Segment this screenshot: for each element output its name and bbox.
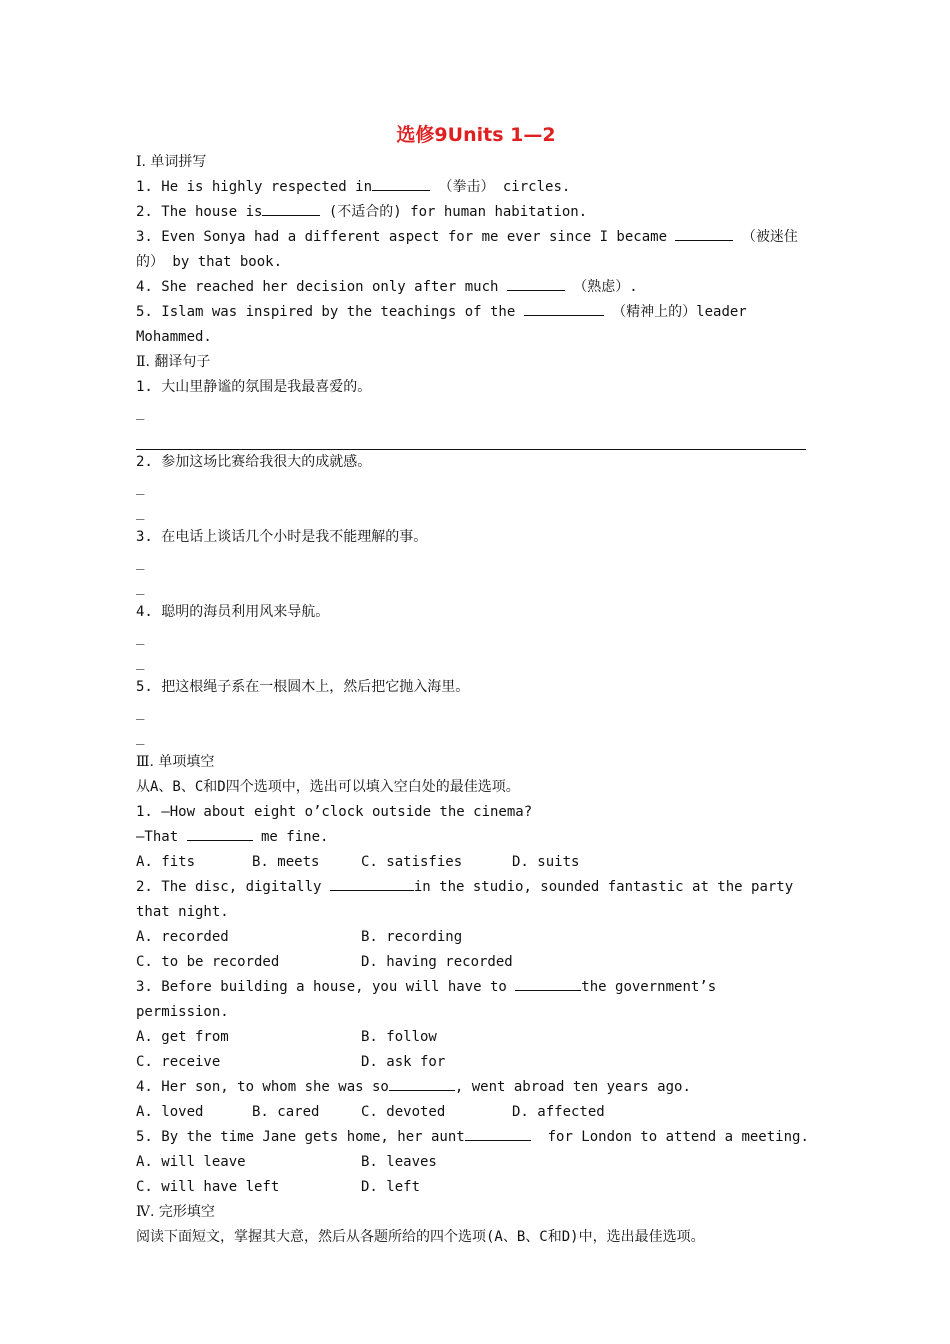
section-heading-multiple-choice: Ⅲ. 单项填空 <box>136 754 215 770</box>
option-c[interactable]: C. receive <box>136 1054 221 1070</box>
worksheet <box>136 120 816 1250</box>
mc-q2: 2. The disc, digitally in the studio, sounded fantastic at the party <box>136 875 816 900</box>
answer-line[interactable]: _ <box>136 654 145 670</box>
option-a[interactable]: A. will leave <box>136 1154 246 1170</box>
option-d[interactable]: D. left <box>361 1179 421 1195</box>
section-heading-cloze: Ⅳ. 完形填空 <box>136 1204 215 1220</box>
option-c[interactable]: C. devoted <box>361 1104 446 1120</box>
translation-q5: 5. 把这根绳子系在一根圆木上，然后把它抛入海里。 <box>136 679 470 695</box>
page-title: 选修9Units 1—2 <box>396 124 556 146</box>
translation-q4: 4. 聪明的海员利用风来导航。 <box>136 604 330 620</box>
option-c[interactable]: C. satisfies <box>361 854 463 870</box>
option-c[interactable]: C. will have left <box>136 1179 280 1195</box>
mc-q1-prompt: 1. —How about eight o’clock outside the cinema? <box>136 804 533 820</box>
mc-q1-response: —That me fine. <box>136 825 816 850</box>
option-a[interactable]: A. fits <box>136 854 196 870</box>
answer-blank[interactable] <box>372 176 430 191</box>
section-heading-translation: Ⅱ. 翻译句子 <box>136 354 211 370</box>
cloze-instructions: 阅读下面短文，掌握其大意，然后从各题所给的四个选项(A、B、C和D)中，选出最佳选项。 <box>136 1229 705 1245</box>
mc-q2-cont: that night. <box>136 904 229 920</box>
answer-blank[interactable] <box>187 826 253 841</box>
mc-q5-options-row2 <box>136 1175 816 1200</box>
answer-line[interactable]: _ <box>136 729 145 745</box>
answer-line[interactable]: _ <box>136 704 145 720</box>
answer-blank[interactable] <box>389 1076 455 1091</box>
mc-q2-options-row1 <box>136 925 816 950</box>
multiple-choice-instructions: 从A、B、C和D四个选项中，选出可以填入空白处的最佳选项。 <box>136 779 520 795</box>
spelling-q5: 5. Islam was inspired by the teachings of the （精神上的）leader <box>136 300 816 325</box>
mc-q5-options-row1 <box>136 1150 816 1175</box>
option-c[interactable]: C. to be recorded <box>136 954 280 970</box>
answer-rule[interactable] <box>136 425 806 450</box>
option-b[interactable]: B. recording <box>361 929 463 945</box>
option-d[interactable]: D. having recorded <box>361 954 513 970</box>
answer-blank[interactable] <box>524 301 604 316</box>
mc-q3-options-row2 <box>136 1050 816 1075</box>
option-a[interactable]: A. recorded <box>136 929 229 945</box>
option-d[interactable]: D. suits <box>512 854 580 870</box>
mc-q3: 3. Before building a house, you will have to the government’s permission. <box>136 975 816 1025</box>
answer-blank[interactable] <box>515 976 581 991</box>
answer-blank[interactable] <box>675 226 733 241</box>
spelling-q3: 3. Even Sonya had a different aspect for me ever since I became （被迷住 <box>136 225 816 250</box>
answer-line[interactable]: _ <box>136 404 145 420</box>
mc-q4-options <box>136 1100 816 1125</box>
option-a[interactable]: A. loved <box>136 1104 204 1120</box>
option-b[interactable]: B. leaves <box>361 1154 437 1170</box>
mc-q4: 4. Her son, to whom she was so , went abroad ten years ago. <box>136 1075 816 1100</box>
mc-q3-options-row1 <box>136 1025 816 1050</box>
spelling-q2: 2. The house is (不适合的) for human habitation. <box>136 200 816 225</box>
answer-line[interactable]: _ <box>136 554 145 570</box>
option-b[interactable]: B. meets <box>252 854 320 870</box>
answer-line[interactable]: _ <box>136 479 145 495</box>
translation-q1: 1. 大山里静谧的氛围是我最喜爱的。 <box>136 379 372 395</box>
spelling-q4: 4. She reached her decision only after much （熟虑）. <box>136 275 816 300</box>
spelling-q5-cont: Mohammed. <box>136 329 212 345</box>
option-b[interactable]: B. cared <box>252 1104 320 1120</box>
option-a[interactable]: A. get from <box>136 1029 229 1045</box>
answer-blank[interactable] <box>262 201 320 216</box>
translation-q2: 2. 参加这场比赛给我很大的成就感。 <box>136 454 372 470</box>
answer-blank[interactable] <box>507 276 565 291</box>
section-heading-spelling: Ⅰ. 单词拼写 <box>136 154 207 170</box>
answer-line[interactable]: _ <box>136 579 145 595</box>
option-d[interactable]: D. ask for <box>361 1054 446 1070</box>
mc-q1-options <box>136 850 816 875</box>
option-b[interactable]: B. follow <box>361 1029 437 1045</box>
answer-line[interactable]: _ <box>136 629 145 645</box>
answer-line[interactable]: _ <box>136 504 145 520</box>
answer-blank[interactable] <box>330 876 414 891</box>
mc-q5: 5. By the time Jane gets home, her aunt for London to attend a meeting. <box>136 1125 816 1150</box>
answer-blank[interactable] <box>465 1126 531 1141</box>
translation-q3: 3. 在电话上谈话几个小时是我不能理解的事。 <box>136 529 428 545</box>
option-d[interactable]: D. affected <box>512 1104 605 1120</box>
spelling-q3-cont: 的） by that book. <box>136 254 283 270</box>
spelling-q1: 1. He is highly respected in （拳击） circles. <box>136 175 816 200</box>
mc-q2-options-row2 <box>136 950 816 975</box>
